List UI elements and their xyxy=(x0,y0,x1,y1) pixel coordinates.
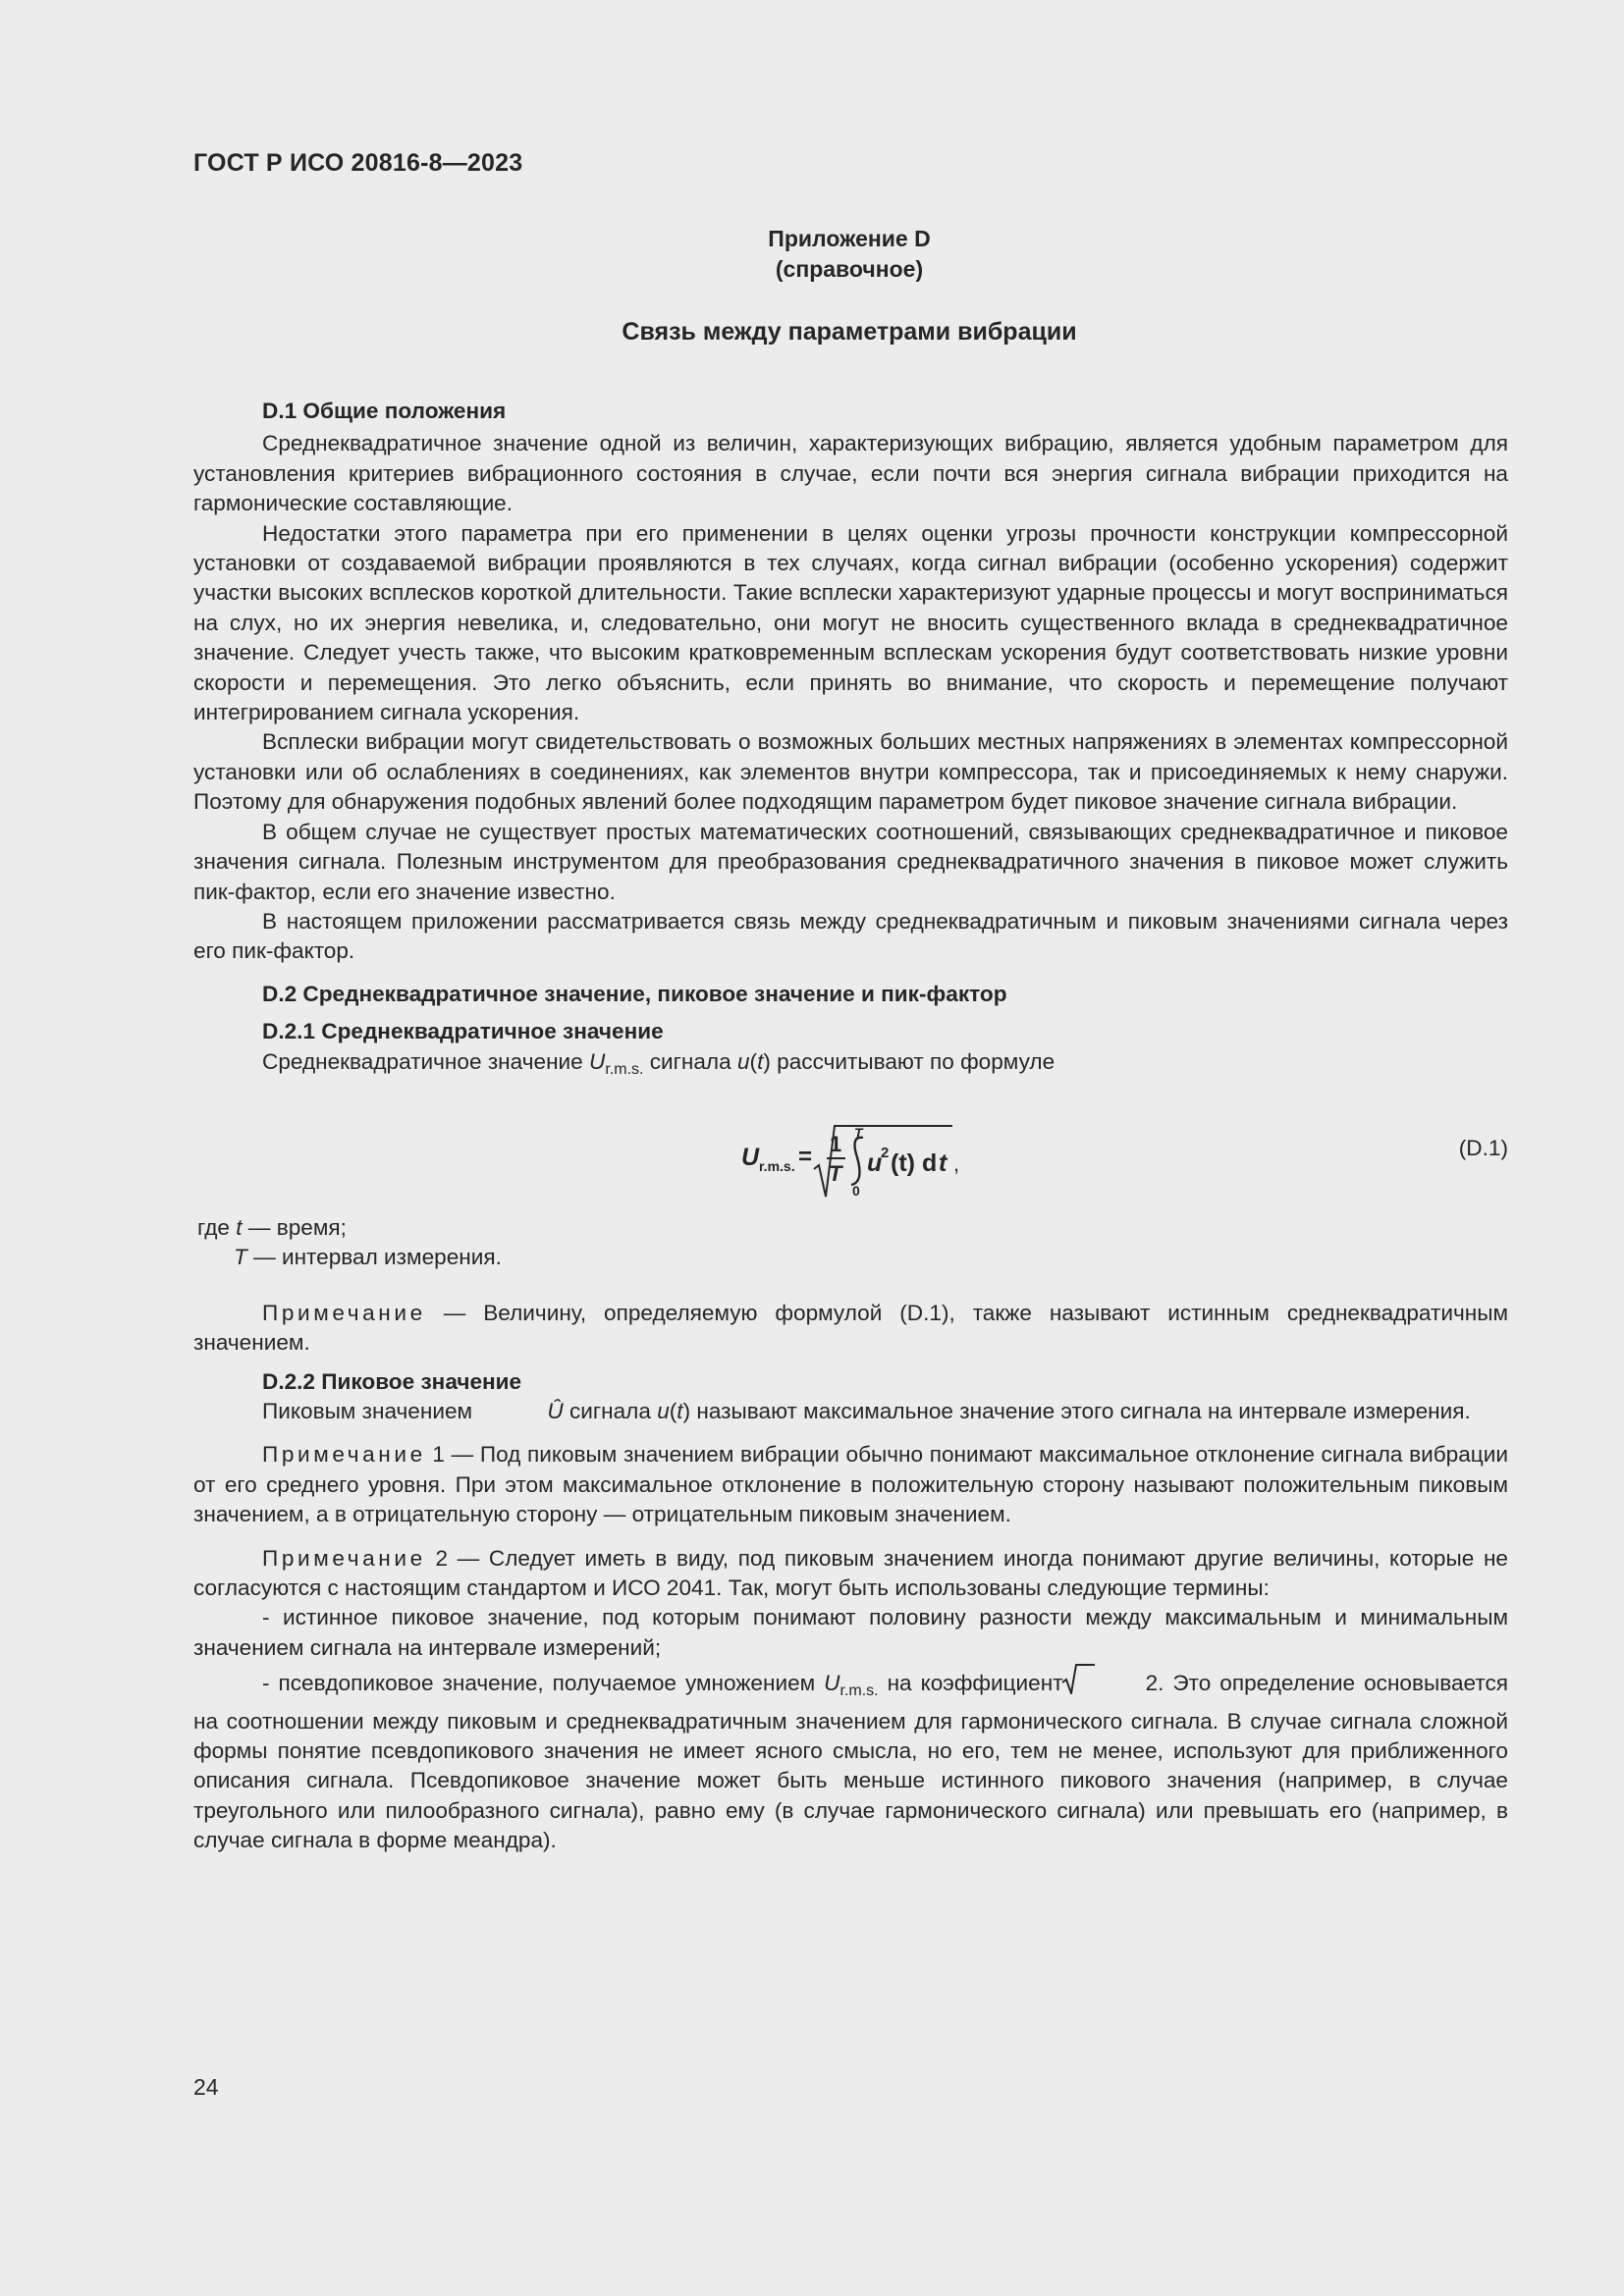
formula-number: (D.1) xyxy=(1458,1135,1508,1160)
note-rms: Примечание — Величину, определяемую формулой (D.1), также называют истинным среднеквадратичным значением. xyxy=(193,1300,1508,1356)
formula-u: u xyxy=(867,1148,883,1177)
note-peak-1: Примечание 1 — Под пиковым значением вибрации обычно понимают максимальное отклонение сигнала вибрации от его среднего уровня. При этом максимальное отклонение в положительную сторону называют положительным пиковым значением, а в отрицательную сторону — отрицательным пиковым значением. xyxy=(193,1442,1508,1527)
formula-legend xyxy=(193,1213,1508,1273)
formula-intro: Среднеквадратичное значение $U_{r.m.s.}$ сигнала u(t) рассчитывают по формуле xyxy=(262,1048,1056,1078)
heading-d2: D.2 Среднеквадратичное значение, пиковое значение и пик-фактор xyxy=(262,981,1007,1006)
heading-d1: D.1 Общие положения xyxy=(262,399,507,423)
note-peak-2: Примечание 2 — Следует иметь в виду, под пиковым значением иногда понимают другие величины, которые не согласуются с настоящим стандартом и ИСО 2041. Так, могут быть использованы следующие термины: - истинное пиковое значение, под которым понимают половину разности между максимальным и минимальным значением сигнала на интервале измерений; - псевдопиковое значение, получаемое умножением $U_{r.m.s.}$ на коэффициент 2. Это определение основывается на соотношении между пиковым и среднеквадратичным значением для гармонического сигнала. В случае сигнала сложной формы понятие псевдопикового значения не имеет ясного смысла, но его, тем не менее, используют для приближенного описания сигнала. Псевдопиковое значение может быть меньше истинного пикового значения (например, в случае треугольного или пилообразного сигнала), равно ему (в случае гармонического сигнала) или превышать его (например, в случае сигнала в форме меандра). xyxy=(193,1544,1508,1856)
formula-lhs-u: U xyxy=(741,1143,760,1171)
formula-equals: = xyxy=(798,1143,813,1170)
formula-dt: t xyxy=(939,1148,947,1177)
formula-comma: , xyxy=(953,1150,960,1176)
formula-paren-t: (t) xyxy=(891,1148,915,1177)
formula-d: d xyxy=(922,1148,938,1177)
paragraph: В общем случае не существует простых математических соотношений, связывающих среднеквадратичное и пиковое значения сигнала. Полезным инструментом для преобразования среднеквадратичного значения в пиковое может служить пик-фактор, если его значение известно. xyxy=(193,819,1508,904)
heading-d2-2: D.2.2 Пиковое значение xyxy=(262,1368,522,1394)
heading-d2-1: D.2.1 Среднеквадратичное значение xyxy=(262,1019,664,1044)
formula-denominator: T xyxy=(829,1160,842,1186)
integral-upper-limit: T xyxy=(854,1124,863,1141)
formula-d1 xyxy=(193,1095,1508,1207)
paragraph: Всплески вибрации могут свидетельствовать о возможных больших местных напряжениях в элементах компрессорной установки или об ослаблениях в соединениях, как элементов внутри компрессора, так и присоединяемых к нему снаружи. Поэтому для обнаружения подобных явлений более подходящим параметром будет пиковое значение сигнала вибрации. xyxy=(193,729,1508,815)
annex-type: (справочное) xyxy=(775,256,924,282)
integral-lower-limit: 0 xyxy=(852,1182,860,1199)
annex-heading: Связь между параметрами вибрации xyxy=(622,318,1077,346)
rms-formula xyxy=(741,1102,977,1201)
formula-exponent: 2 xyxy=(881,1144,890,1161)
peak-definition: Пиковым значением Û сигнала u(t) называют максимальное значение этого сигнала на интервале измерения. xyxy=(262,1398,1471,1423)
legend-interval: T — интервал измерения. xyxy=(234,1245,502,1270)
sqrt-sign-icon xyxy=(1061,1663,1097,1694)
formula-numerator: 1 xyxy=(830,1131,842,1156)
paragraph: Среднеквадратичное значение одной из величин, характеризующих вибрацию, является удобным параметром для установления критериев вибрационного состояния в случае, если почти вся энергия сигнала вибрации приходится на гармонические составляющие. xyxy=(193,431,1508,516)
integral-sign xyxy=(851,1138,863,1185)
sqrt-two: 2 xyxy=(1063,1669,1159,1698)
page-number: 24 xyxy=(193,2074,219,2100)
standard-header: ГОСТ Р ИСО 20816-8—2023 xyxy=(193,149,523,177)
formula-lhs-sub: r.m.s. xyxy=(759,1157,795,1174)
annex-title: Приложение D xyxy=(768,226,931,251)
legend-time: где t — время; xyxy=(197,1214,347,1240)
document-body xyxy=(193,397,1508,1856)
paragraph: Недостатки этого параметра при его применении в целях оценки угрозы прочности конструкции компрессорной установки от создаваемой вибрации проявляются в тех случаях, когда сигнал вибрации (особенно ускорения) содержит участки высоких всплесков короткой длительности. Такие всплески характеризуют ударные процессы и могут восприниматься на слух, но их энергия невелика, и, следовательно, они могут не вносить существенного вклада в среднеквадратичное значение. Следует учесть также, что высоким кратковременным всплескам ускорения будут соответствовать низкие уровни скорости и перемещения. Это легко объяснить, если принять во внимание, что скорость и перемещение получают интегрированием сигнала ускорения. xyxy=(193,520,1508,725)
list-item: - истинное пиковое значение, под которым понимают половину разности между максимальным и минимальным значением сигнала на интервале измерений; xyxy=(193,1605,1508,1660)
paragraph: В настоящем приложении рассматривается связь между среднеквадратичным и пиковым значениями сигнала через его пик-фактор. xyxy=(193,908,1508,964)
list-item: - псевдопиковое значение, получаемое умножением $U_{r.m.s.}$ на коэффициент 2. Это определение основывается на соотношении между пиковым и среднеквадратичным значением для гармонического сигнала. В случае сигнала сложной формы понятие псевдопикового значения не имеет ясного смысла, но его, тем не менее, используют для приближенного описания сигнала. Псевдопиковое значение может быть меньше истинного пикового значения (например, в случае треугольного или пилообразного сигнала), равно ему (в случае гармонического сигнала) или превышать его (например, в случае сигнала в форме меандра). xyxy=(193,1669,1508,1855)
